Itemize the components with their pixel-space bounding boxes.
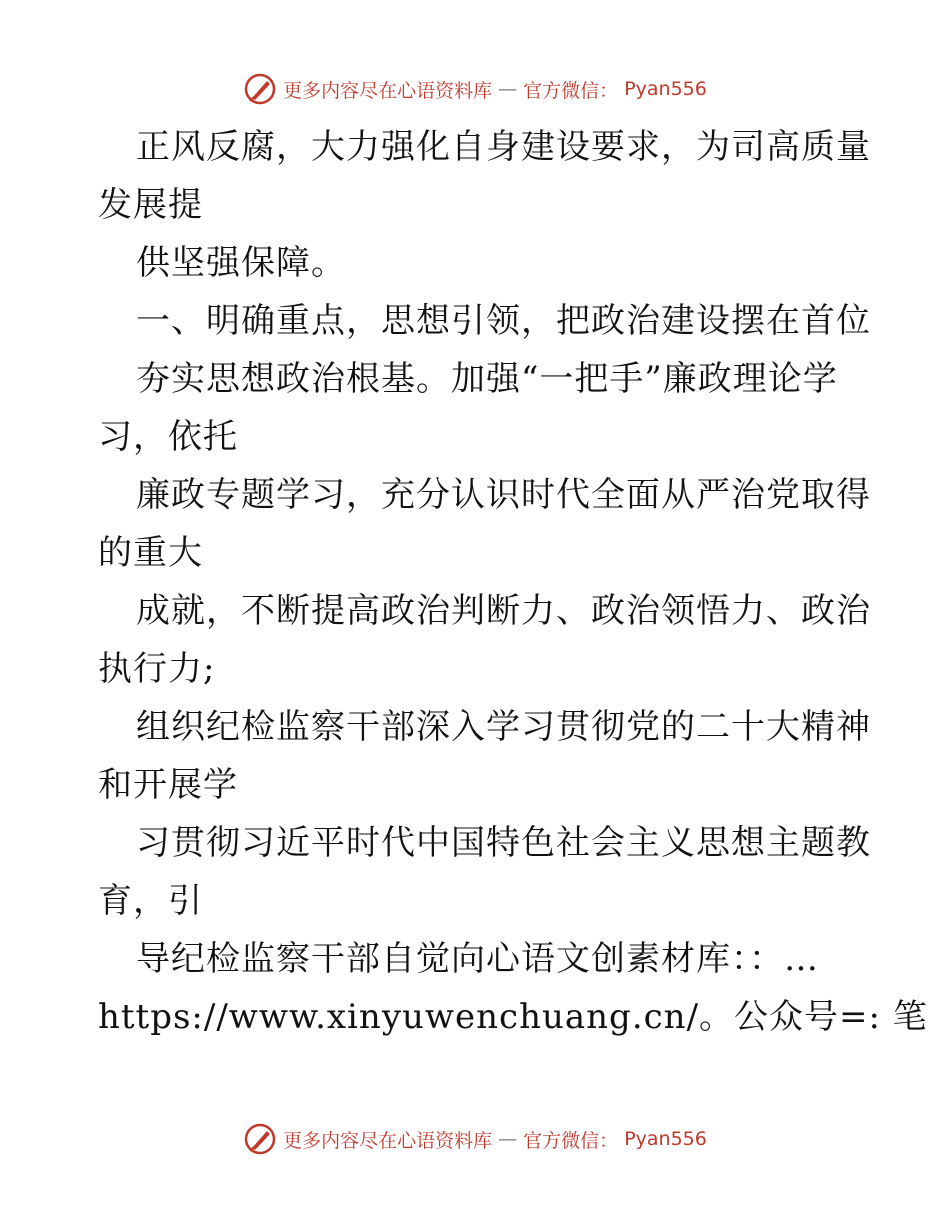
body-line: 和开展学 — [98, 765, 238, 805]
watermark-separator: — — [498, 78, 518, 100]
body-line: 廉政专题学习，充分认识时代全面从严治党取得 — [136, 475, 871, 515]
watermark-wechat-label: 官方微信： — [523, 1129, 619, 1152]
quill-pen-icon — [243, 1122, 277, 1156]
body-line: 习，依托 — [98, 417, 238, 457]
watermark-brand-text: 更多内容尽在心语资料库 — [283, 1129, 493, 1152]
body-line: 夯实思想政治根基。加强“一把手”廉政理论学 — [136, 359, 838, 399]
body-line: 导纪检监察干部自觉向心语文创素材库：：… — [136, 939, 819, 979]
body-line-url: https://www.xinyuwenchuang.cn/。公众号=: 笔 — [98, 997, 928, 1037]
body-line: 供坚强保障。 — [136, 243, 346, 283]
header-watermark — [0, 72, 950, 106]
watermark-wechat-label: 官方微信： — [523, 79, 619, 102]
body-line: 成就，不断提高政治判断力、政治领悟力、政治 — [136, 591, 871, 631]
body-line: 习贯彻习近平时代中国特色社会主义思想主题教 — [136, 823, 871, 863]
watermark-brand-text: 更多内容尽在心语资料库 — [283, 79, 493, 102]
body-line: 的重大 — [98, 533, 203, 573]
quill-pen-icon — [243, 72, 277, 106]
footer-watermark — [0, 1122, 950, 1156]
watermark-wechat-id: Pyan556 — [624, 1128, 707, 1150]
body-line: 育，引 — [98, 881, 203, 921]
body-line: 执行力; — [98, 649, 216, 689]
body-line: 正风反腐，大力强化自身建设要求，为司高质量 — [136, 127, 871, 167]
body-line: 发展提 — [98, 185, 203, 225]
body-line: 组织纪检监察干部深入学习贯彻党的二十大精神 — [136, 707, 871, 747]
watermark-wechat-id: Pyan556 — [624, 78, 707, 100]
body-line: 一、明确重点，思想引领，把政治建设摆在首位 — [136, 301, 871, 341]
watermark-separator: — — [498, 1128, 518, 1150]
